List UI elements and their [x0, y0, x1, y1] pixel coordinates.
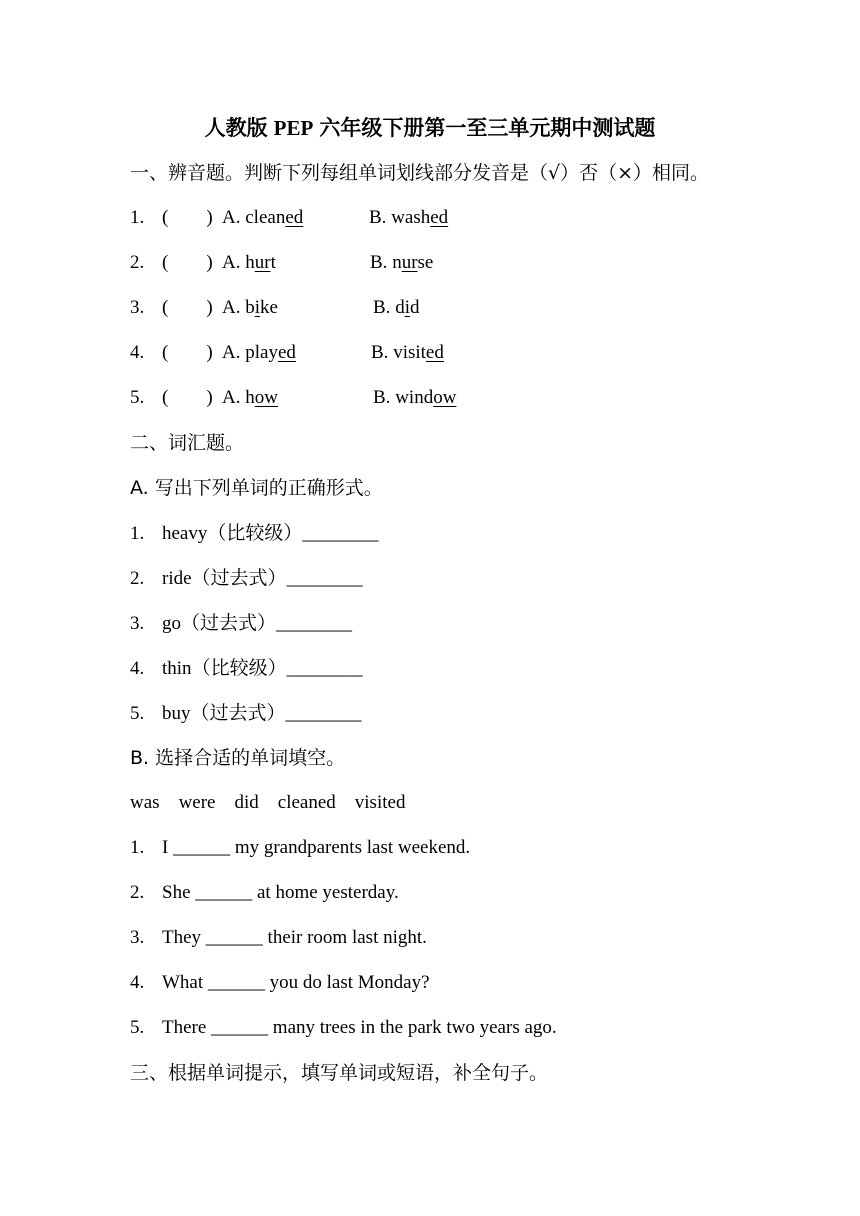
option-b: B. window: [373, 387, 457, 408]
s2a-item-1: 1. heavy（比较级）________: [130, 522, 379, 544]
s2b-item-4: 4. What ______ you do last Monday?: [130, 972, 430, 993]
word-bank-item: did: [234, 792, 259, 813]
s2b-item-3: 3. They ______ their room last night.: [130, 927, 427, 948]
option-a: A. bike: [222, 297, 278, 318]
s1-item-2: [130, 251, 730, 275]
item-number: 4.: [130, 342, 145, 363]
option-b: B. visited: [371, 342, 444, 363]
s2b-item-2: 2. She ______ at home yesterday.: [130, 882, 399, 903]
s1-item-5: [130, 386, 730, 410]
s1-item-3: [130, 296, 730, 320]
s1-item-1: [130, 206, 730, 230]
title-pep: PEP: [273, 116, 314, 140]
section1-heading: 一、辨音题。判断下列每组单词划线部分发音是（√）否（×）相同。: [130, 162, 710, 184]
item-number: 5.: [130, 387, 145, 408]
word-bank: [130, 791, 424, 815]
item-number: 3.: [130, 297, 145, 318]
section2-heading: 二、词汇题。: [130, 432, 245, 454]
s2a-item-2: 2. ride（过去式）________: [130, 567, 363, 589]
title-post: 六年级下册第一至三单元期中测试题: [319, 116, 656, 140]
option-b: B. washed: [369, 207, 449, 228]
option-a: A. cleaned: [222, 207, 304, 228]
s1-item-4: [130, 341, 730, 365]
section2-parta-heading: A. 写出下列单词的正确形式。: [130, 477, 383, 499]
section2-partb-heading: B. 选择合适的单词填空。: [130, 747, 346, 769]
s2b-item-1: 1. I ______ my grandparents last weekend.: [130, 837, 471, 858]
title-pre: 人教版: [204, 116, 268, 140]
option-a: A. hurt: [222, 252, 276, 273]
option-a: A. how: [222, 387, 278, 408]
word-bank-item: visited: [354, 792, 406, 813]
item-number: 1.: [130, 207, 145, 228]
answer-paren: ( ): [162, 342, 213, 363]
option-b: B. nurse: [370, 252, 434, 273]
answer-paren: ( ): [162, 252, 213, 273]
s2a-item-4: 4. thin（比较级）________: [130, 657, 363, 679]
s2a-item-5: 5. buy（过去式）________: [130, 702, 362, 724]
section3-heading: 三、根据单词提示，填写单词或短语，补全句子。: [130, 1062, 549, 1084]
answer-paren: ( ): [162, 387, 213, 408]
s2a-item-3: 3. go（过去式）________: [130, 612, 353, 634]
word-bank-item: cleaned: [277, 792, 336, 813]
page-title: [0, 115, 860, 141]
answer-paren: ( ): [162, 297, 213, 318]
word-bank-item: was: [130, 792, 160, 813]
s2b-item-5: 5. There ______ many trees in the park two years ago.: [130, 1017, 557, 1038]
answer-paren: ( ): [162, 207, 213, 228]
item-number: 2.: [130, 252, 145, 273]
option-b: B. did: [373, 297, 420, 318]
word-bank-item: were: [178, 792, 216, 813]
option-a: A. played: [222, 342, 296, 363]
